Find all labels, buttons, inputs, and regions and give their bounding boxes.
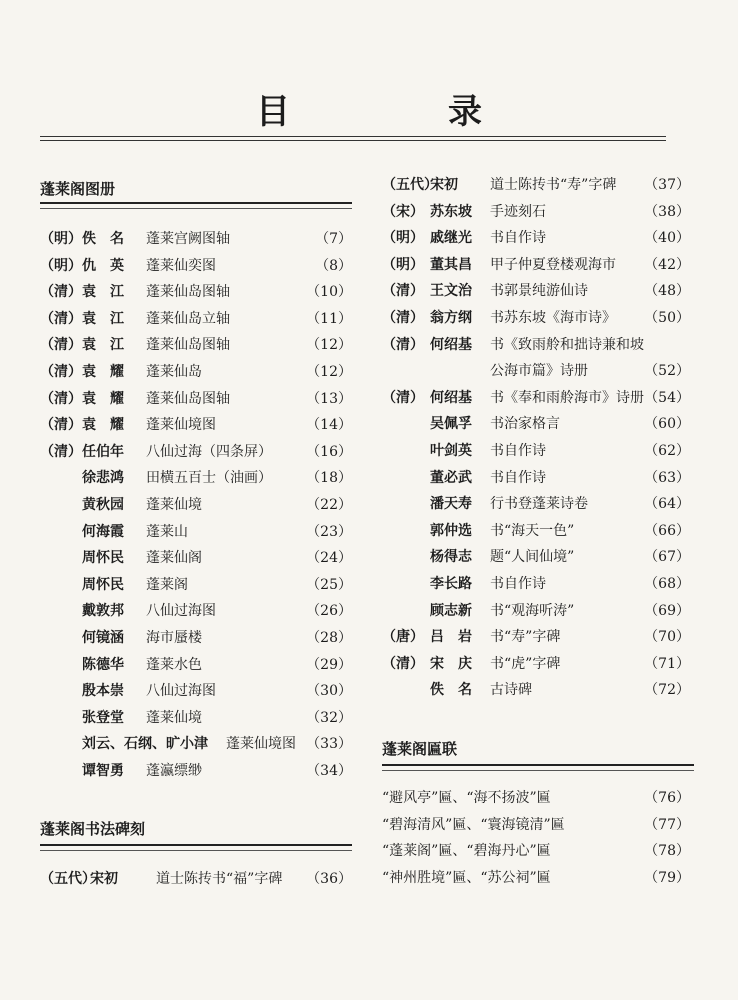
author-name: 周怀民 xyxy=(82,576,124,593)
author-name: 周怀民 xyxy=(82,550,124,567)
toc-entry xyxy=(40,492,352,519)
toc-entry xyxy=(40,226,352,253)
toc-entry xyxy=(382,677,690,704)
toc-entry xyxy=(382,812,690,839)
calligraphy-list-right xyxy=(382,172,690,704)
page-title: 目 录 xyxy=(256,92,544,132)
page-number: （76） xyxy=(644,790,690,806)
work-title: 书自作诗 xyxy=(490,442,546,459)
toc-entry xyxy=(40,545,352,572)
work-title: 蓬莱仙岛图轴 xyxy=(146,390,230,407)
page-number: （63） xyxy=(644,469,690,486)
work-title: 道士陈抟书“寿”字碑 xyxy=(490,177,617,193)
author-name: 董其昌 xyxy=(430,256,472,273)
author-name: 宋初 xyxy=(90,871,118,887)
section-title-calligraphy: 蓬莱阁书法碑刻 xyxy=(40,820,146,838)
page-number: （18） xyxy=(306,470,352,487)
author-name: 吕 岩 xyxy=(430,629,472,646)
toc-entry xyxy=(382,571,690,598)
page-number: （24） xyxy=(306,550,352,567)
work-title: 八仙过海图 xyxy=(146,683,216,700)
author-name: 徐悲鸿 xyxy=(82,470,124,487)
dynasty-label: （清） xyxy=(40,337,82,354)
dynasty-label: （清） xyxy=(40,417,82,434)
work-title: 公海市篇》诗册 xyxy=(490,363,588,380)
toc-entry xyxy=(40,625,352,652)
author-name: 戴敦邦 xyxy=(82,603,124,620)
dynasty-label: （宋） xyxy=(382,203,424,220)
author-name: 袁 耀 xyxy=(82,390,124,407)
toc-entry xyxy=(40,412,352,439)
author-name: 袁 江 xyxy=(82,310,124,327)
page-number: （50） xyxy=(644,309,690,326)
dynasty-label: （清） xyxy=(382,283,424,300)
toc-entry xyxy=(382,518,690,545)
work-title: “避风亭”匾、“海不扬波”匾 xyxy=(382,790,551,806)
page-number: （12） xyxy=(306,363,352,380)
page-number: （38） xyxy=(644,203,690,220)
work-title: 行书登蓬莱诗卷 xyxy=(490,496,588,513)
author-name: 袁 耀 xyxy=(82,417,124,434)
author-name: 袁 江 xyxy=(82,284,124,301)
section-title-album: 蓬莱阁图册 xyxy=(40,180,116,198)
author-name: 李长路 xyxy=(430,575,472,592)
work-title: 书“虎”字碑 xyxy=(490,655,561,672)
couplets-list xyxy=(382,785,690,891)
page-number: （64） xyxy=(644,496,690,513)
toc-entry xyxy=(382,865,690,892)
author-name: 董必武 xyxy=(430,469,472,486)
page-number: （42） xyxy=(644,256,690,273)
page-number: （7） xyxy=(315,231,352,247)
page-number: （69） xyxy=(644,602,690,619)
page-number: （79） xyxy=(644,869,690,886)
author-name: 潘天寿 xyxy=(430,496,472,513)
author-name: 宋 庆 xyxy=(430,655,472,672)
page-number: （10） xyxy=(306,284,352,301)
toc-entry xyxy=(40,332,352,359)
toc-entry xyxy=(40,519,352,546)
dynasty-label: （清） xyxy=(40,390,82,407)
work-title: 蓬莱仙境 xyxy=(146,496,202,513)
page-number: （23） xyxy=(306,523,352,540)
work-title: 八仙过海图 xyxy=(146,603,216,620)
dynasty-label: （清） xyxy=(382,389,424,406)
toc-entry xyxy=(382,438,690,465)
toc-entry xyxy=(382,172,690,199)
work-title: 蓬莱山 xyxy=(146,523,188,540)
author-name: 何镜涵 xyxy=(82,629,124,646)
author-name: 谭智勇 xyxy=(82,762,124,779)
toc-entry xyxy=(382,411,690,438)
toc-entry xyxy=(40,866,352,893)
author-name: 刘云、石纲、旷小津 xyxy=(82,736,208,753)
work-title: 田横五百士（油画） xyxy=(146,470,272,487)
page-number: （26） xyxy=(306,603,352,620)
dynasty-label: （明） xyxy=(382,256,424,273)
author-name: 杨得志 xyxy=(430,549,472,566)
author-name: 何绍基 xyxy=(430,389,472,406)
page-number: （29） xyxy=(306,656,352,673)
page-number: （8） xyxy=(315,257,352,274)
page-number: （78） xyxy=(644,843,690,860)
work-title: 蓬瀛缥缈 xyxy=(146,762,202,779)
work-title: 书治家格言 xyxy=(490,416,560,433)
work-title: 书自作诗 xyxy=(490,575,546,592)
toc-entry xyxy=(382,358,690,385)
work-title: 八仙过海（四条屏） xyxy=(146,443,272,460)
page-number: （28） xyxy=(306,629,352,646)
work-title: 蓬莱仙岛图轴 xyxy=(146,337,230,354)
dynasty-label: （清） xyxy=(382,309,424,326)
author-name: 翁方纲 xyxy=(430,309,472,326)
work-title: 甲子仲夏登楼观海市 xyxy=(490,256,616,273)
work-title: 蓬莱仙奕图 xyxy=(146,257,216,274)
work-title: 书自作诗 xyxy=(490,230,546,247)
author-name: 黄秋园 xyxy=(82,496,124,513)
dynasty-label: （五代） xyxy=(382,177,438,193)
author-name: 陈德华 xyxy=(82,656,124,673)
toc-entry xyxy=(382,598,690,625)
work-title: 题“人间仙境” xyxy=(490,549,575,566)
toc-entry xyxy=(382,385,690,412)
toc-entry xyxy=(382,305,690,332)
work-title: 蓬莱仙岛立轴 xyxy=(146,310,230,327)
author-name: 佚 名 xyxy=(82,231,124,247)
section-rule-album xyxy=(40,202,352,209)
toc-entry xyxy=(40,652,352,679)
toc-entry xyxy=(382,624,690,651)
work-title: 书《奉和雨舲海市》诗册 xyxy=(490,389,644,406)
work-title: 海市蜃楼 xyxy=(146,629,202,646)
page-number: （72） xyxy=(644,682,690,699)
page-number: （34） xyxy=(306,762,352,779)
page-number: （32） xyxy=(306,709,352,726)
page-number: （60） xyxy=(644,416,690,433)
album-list xyxy=(40,226,352,784)
toc-entry xyxy=(382,278,690,305)
work-title: 蓬莱仙岛 xyxy=(146,363,202,380)
toc-entry xyxy=(40,253,352,280)
dynasty-label: （唐） xyxy=(382,629,424,646)
dynasty-label: （清） xyxy=(40,363,82,380)
author-name: 顾志新 xyxy=(430,602,472,619)
section-rule-calligraphy xyxy=(40,844,352,851)
author-name: 殷本崇 xyxy=(82,683,124,700)
page-number: （70） xyxy=(644,629,690,646)
page-number: （14） xyxy=(306,417,352,434)
section-title-couplets: 蓬莱阁匾联 xyxy=(382,740,458,758)
author-name: 袁 耀 xyxy=(82,363,124,380)
work-title: 书“观海听涛” xyxy=(490,602,575,619)
author-name: 仇 英 xyxy=(82,257,124,274)
toc-entry xyxy=(40,306,352,333)
dynasty-label: （清） xyxy=(40,310,82,327)
page-number: （16） xyxy=(306,443,352,460)
toc-entry xyxy=(382,491,690,518)
dynasty-label: （明） xyxy=(40,257,82,274)
page-number: （33） xyxy=(306,736,352,753)
toc-entry xyxy=(382,838,690,865)
page-number: （52） xyxy=(644,363,690,380)
page-number: （66） xyxy=(644,522,690,539)
dynasty-label: （清） xyxy=(40,284,82,301)
work-title: 书《致雨舲和拙诗兼和坡 xyxy=(490,336,644,353)
author-name: 任伯年 xyxy=(82,443,124,460)
author-name: 苏东坡 xyxy=(430,203,472,220)
toc-entry xyxy=(382,252,690,279)
toc-entry xyxy=(40,731,352,758)
dynasty-label: （清） xyxy=(382,655,424,672)
work-title: 蓬莱仙境图 xyxy=(146,417,216,434)
work-title: 古诗碑 xyxy=(490,682,532,699)
author-name: 袁 江 xyxy=(82,337,124,354)
dynasty-label: （五代） xyxy=(40,871,96,887)
page-number: （68） xyxy=(644,575,690,592)
page-number: （25） xyxy=(306,576,352,593)
work-title: “神州胜境”匾、“苏公祠”匾 xyxy=(382,869,551,886)
page-number: （54） xyxy=(644,389,690,406)
title-rule xyxy=(40,136,666,141)
work-title: 蓬莱仙境 xyxy=(146,709,202,726)
toc-entry xyxy=(40,758,352,785)
page-number: （40） xyxy=(644,230,690,247)
page-number: （13） xyxy=(306,390,352,407)
work-title: 书“寿”字碑 xyxy=(490,629,561,646)
toc-entry xyxy=(382,332,690,359)
page-number: （71） xyxy=(644,655,690,672)
toc-entry xyxy=(40,705,352,732)
page-number: （77） xyxy=(644,816,690,833)
calligraphy-list-left xyxy=(40,866,352,893)
page-number: （48） xyxy=(644,283,690,300)
work-title: 手迹刻石 xyxy=(490,203,546,220)
toc-entry xyxy=(40,572,352,599)
toc-entry xyxy=(40,359,352,386)
toc-entry xyxy=(382,465,690,492)
work-title: “蓬莱阁”匾、“碧海丹心”匾 xyxy=(382,843,551,860)
dynasty-label: （明） xyxy=(382,230,424,247)
dynasty-label: （清） xyxy=(382,336,424,353)
author-name: 何海霞 xyxy=(82,523,124,540)
toc-entry xyxy=(40,465,352,492)
work-title: 蓬莱宫阙图轴 xyxy=(146,231,230,247)
author-name: 张登堂 xyxy=(82,709,124,726)
author-name: 何绍基 xyxy=(430,336,472,353)
author-name: 宋初 xyxy=(430,177,458,193)
toc-entry xyxy=(382,225,690,252)
page-number: （12） xyxy=(306,337,352,354)
page-number: （67） xyxy=(644,549,690,566)
toc-entry xyxy=(40,598,352,625)
author-name: 戚继光 xyxy=(430,230,472,247)
work-title: 书苏东坡《海市诗》 xyxy=(490,309,616,326)
page-number: （37） xyxy=(644,177,690,193)
toc-entry xyxy=(40,386,352,413)
work-title: 道士陈抟书“福”字碑 xyxy=(156,871,283,887)
work-title: 蓬莱阁 xyxy=(146,576,188,593)
work-title: 书郭景纯游仙诗 xyxy=(490,283,588,300)
toc-entry xyxy=(40,439,352,466)
work-title: “碧海清风”匾、“寰海镜清”匾 xyxy=(382,816,565,833)
work-title: 蓬莱仙境图 xyxy=(226,736,296,753)
dynasty-label: （明） xyxy=(40,231,82,247)
author-name: 叶剑英 xyxy=(430,442,472,459)
work-title: 蓬莱仙阁 xyxy=(146,550,202,567)
toc-entry xyxy=(382,199,690,226)
page-number: （36） xyxy=(306,871,352,887)
author-name: 吴佩孚 xyxy=(430,416,472,433)
work-title: 蓬莱水色 xyxy=(146,656,202,673)
section-rule-couplets xyxy=(382,764,694,771)
toc-entry xyxy=(382,785,690,812)
page-number: （11） xyxy=(306,310,352,327)
page-number: （30） xyxy=(306,683,352,700)
toc-entry xyxy=(382,544,690,571)
author-name: 佚 名 xyxy=(430,682,472,699)
toc-entry xyxy=(40,678,352,705)
page-number: （62） xyxy=(644,442,690,459)
author-name: 郭仲选 xyxy=(430,522,472,539)
toc-entry xyxy=(40,279,352,306)
toc-entry xyxy=(382,651,690,678)
dynasty-label: （清） xyxy=(40,443,82,460)
work-title: 蓬莱仙岛图轴 xyxy=(146,284,230,301)
work-title: 书“海天一色” xyxy=(490,522,575,539)
author-name: 王文治 xyxy=(430,283,472,300)
page-number: （22） xyxy=(306,496,352,513)
work-title: 书自作诗 xyxy=(490,469,546,486)
